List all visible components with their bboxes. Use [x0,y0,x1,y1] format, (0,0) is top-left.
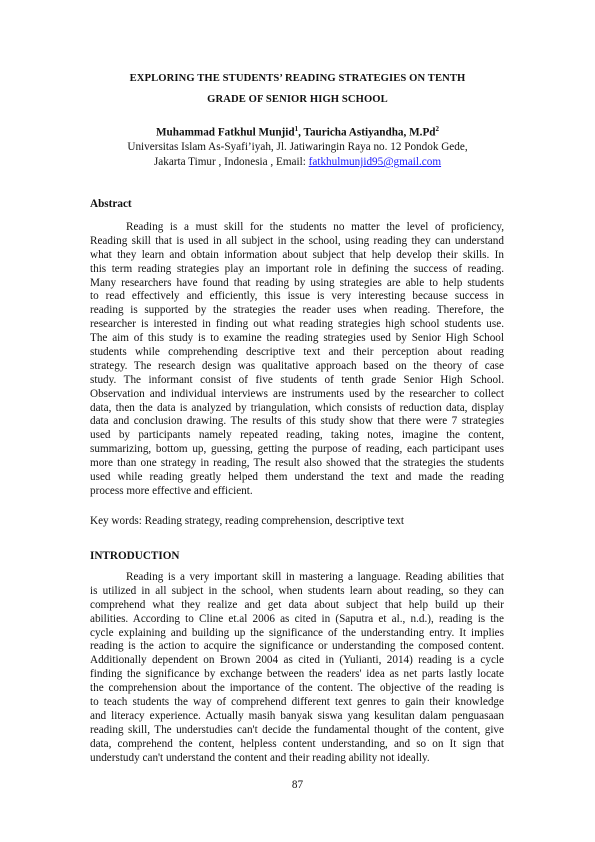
abstract-text-line: data and conclusion drawing. The results of this study show that there were 7 strategies [90,415,504,428]
abstract-text-line: students while comprehending descriptive text and their perception about reading [90,346,504,359]
paper-title-line-2: GRADE OF SENIOR HIGH SCHOOL [207,94,388,105]
abstract-text-line: Reading skill that is used in all subject in the school, using reading they can understand [90,234,504,247]
introduction-text-line: comprehend what they realize and get data about subject that help build up their [90,598,504,611]
author-2-name: Tauricha Astiyandha, M.Pd [303,126,436,139]
introduction-heading: INTRODUCTION [90,550,180,562]
introduction-text-line: to teach students the way of comprehend different text genres to gain their knowledge [90,696,504,709]
paper-title-line-1: EXPLORING THE STUDENTS’ READING STRATEGIES ON TENTH [129,73,466,84]
author-2-affiliation-mark: 2 [435,125,440,133]
author-1-name: Muhammad Fatkhul Munjid [155,126,295,139]
introduction-text-line: is utilized in all subject in the school, when students learn about reading, so they can [90,584,504,597]
abstract-text-line: used while reading greatly helped them understand the text and made the reading [90,471,504,484]
abstract-text-line: data, then the data is analyzed by triangulation, which consists of reduction data, display [90,401,504,414]
abstract-text-line: summarizing, bottom up, guessing, getting the purpose of reading, each participant uses [90,443,504,456]
abstract-text-line: Reading is a must skill for the students no matter the level of proficiency, [126,221,504,233]
abstract-text-line: The aim of this study is to examine the reading strategies used by Senior High School [90,332,504,345]
abstract-text-line: Observation and individual interviews are instruments used by the researcher to collect [90,387,504,400]
introduction-text-line: abilities. According to Cline et.al 2006 as cited in (Saputra et al., n.d.), reading is the [90,612,504,625]
abstract-body [90,221,504,499]
introduction-text-line: Reading is a very important skill in mastering a language. Reading abilities that [126,571,504,583]
introduction-text-line: the comprehension about the importance of the content. The objective of the reading is [90,682,504,695]
affiliation-line-2 [90,156,505,168]
abstract-text-line: what they learn and obtain information about subject that help develop their skills. In [90,248,504,261]
introduction-text-line: finding the significance by exchange between the readers' idea as net parts lastly locate [90,668,504,681]
page-number: 87 [291,779,304,791]
introduction-text-line: reading skill, The understudies can't decide the fundamental thought of the content, give [90,723,504,736]
abstract-text-line: process more effective and efficient. [90,484,253,497]
abstract-text-line: study. The informant consist of five students of tenth grade Senior High School. [90,373,504,386]
abstract-text-line: reading is supported by the strategies the reader uses when reading. Therefore, the [90,304,504,317]
abstract-text-line: researcher is interested in finding out what reading strategies high school students use. [90,318,504,331]
email-link[interactable]: fatkhulmunjid95@gmail.com [308,156,442,168]
introduction-text-line: reading is the action to acquire the significance or understanding the composed content. [90,640,504,653]
author-line [90,125,505,139]
introduction-text-line: cycle explaining and building up the significance of the understanding entry. It implies [90,626,504,639]
introduction-text-line: understudy can't understand the content and their reading ability not ideally. [90,751,430,764]
introduction-text-line: Additionally dependent on Brown 2004 as cited in (Yulianti, 2014) reading is a cycle [90,654,504,667]
author-separator: , [298,126,304,139]
author-1-affiliation-mark: 1 [294,125,299,133]
introduction-body [90,571,504,765]
abstract-text-line: strategy. The research design was qualitative approach based on the theory of case [90,359,504,372]
introduction-text-line: data, comprehend the content, helpless content understanding, and so on It sign that [90,737,504,750]
abstract-text-line: this term reading strategies play an important role in defining the success of reading. [90,262,504,275]
affiliation-location: Jakarta Timur , Indonesia , Email: [153,156,309,168]
abstract-text-line: to read effectively and efficiently, this issue is very interesting because success in [90,290,504,303]
abstract-text-line: Many researchers have found that reading by using strategies are able to help students [90,276,504,289]
introduction-text-line: and literacy experience. Actually masih banyak siswa yang kesulitan dalam penguasaan [90,709,504,722]
affiliation-line-1: Universitas Islam As-Syafi’iyah, Jl. Jatiwaringin Raya no. 12 Pondok Gede, [127,141,468,153]
keywords-line: Key words: Reading strategy, reading comprehension, descriptive text [90,515,404,527]
abstract-heading: Abstract [90,198,132,210]
abstract-text-line: more than one strategy in reading, The result also showed that the strategies the students [90,457,504,470]
abstract-text-line: used by participants namely repeated reading, taking notes, imagine the content, [90,429,504,442]
